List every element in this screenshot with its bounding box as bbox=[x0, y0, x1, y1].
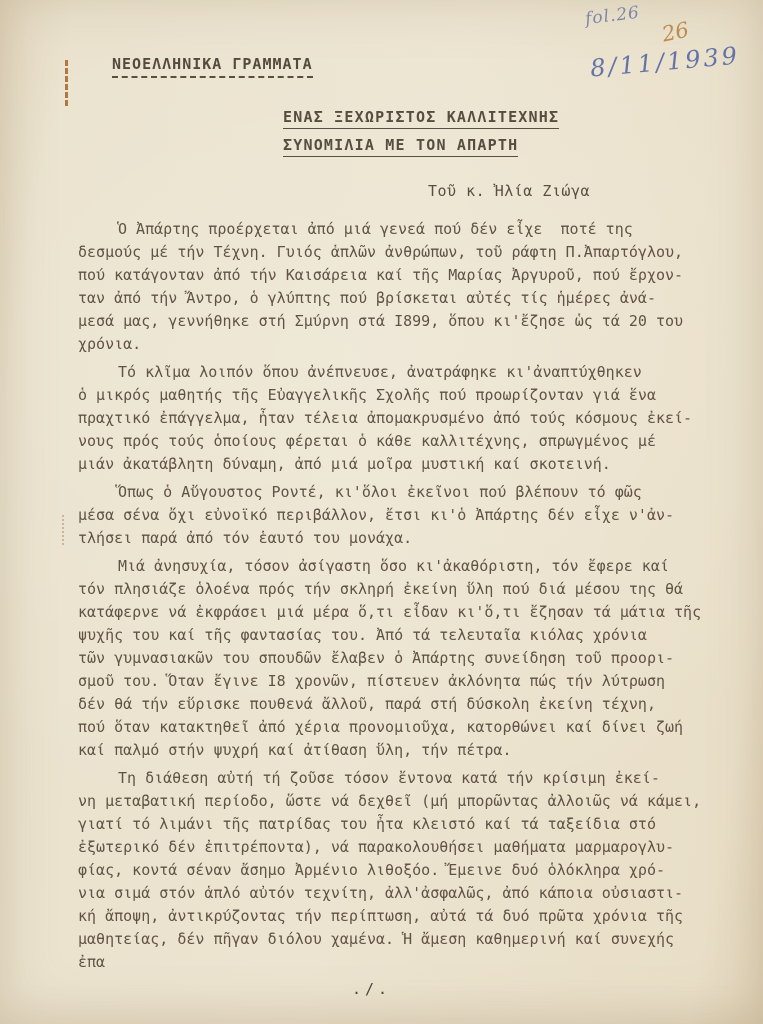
date-annotation: 8/11/1939 bbox=[589, 41, 741, 83]
text-line: φίας, κοντά σέναν ἄσημο Ἀρμένιο λιθοξόο. Ἔμεινε δυό ὁλόκληρα χρό- bbox=[78, 861, 665, 879]
text-line: κατάφερνε νά ἐκφράσει μιά μέρα ὅ,τι εἶδαν κι'ὅ,τι ἔζησαν τά μάτια τῆς bbox=[78, 603, 702, 621]
margin-faint-dots bbox=[62, 515, 68, 545]
text-line: Τό κλῖμα λοιπόν ὅπου ἀνέπνευσε, ἀνατράφηκε κι'ἀναπτύχθηκεν bbox=[118, 363, 642, 381]
text-line: πού ὅταν κατακτηθεῖ ἀπό χέρια προνομιοῦχα, κατορθώνει καί δίνει ζωή bbox=[78, 718, 684, 736]
text-line: κή ἄποψη, ἀντικρύζοντας τήν περίπτωση, αὐτά τά δυό πρῶτα χρόνια τῆς bbox=[78, 907, 684, 925]
text-line: μιάν ἀκατάβλητη δύναμη, ἀπό μιά μοῖρα μυστική καί σκοτεινή. bbox=[78, 455, 611, 473]
publication-title: ΝΕΟΕΛΛΗΝΙΚΑ ΓΡΑΜΜΑΤΑ bbox=[112, 55, 313, 78]
text-line: δέν θά τήν εὕρισκε πουθενά ἄλλοῦ, παρά στή δύσκολη ἐκείνη τέχνη, bbox=[78, 695, 656, 713]
continuation-mark: ./. bbox=[352, 980, 392, 998]
paragraph bbox=[78, 476, 718, 550]
text-line: δεσμούς μέ τήν Τέχνη. Γυιός ἁπλῶν ἀνθρώπων, τοῦ ράφτη Π.Ἀπαρτόγλου, bbox=[78, 243, 684, 261]
text-line: καί παλμό στήν ψυχρή καί ἀτίθαση ὕλη, τήν πέτρα. bbox=[78, 741, 512, 759]
text-line: σμοῦ του. Ὅταν ἔγινε I8 χρονῶν, πίστευεν ἀκλόνητα πώς τήν λύτρωση bbox=[78, 672, 665, 690]
article-byline: Τοῦ κ. Ἠλία Ζιώγα bbox=[428, 182, 591, 200]
article-subtitle: ΣΥΝΟΜΙΛΙΑ ΜΕ ΤΟΝ ΑΠΑΡΤΗ bbox=[283, 136, 518, 157]
text-line: ταν ἀπό τήν Ἄντρο, ὁ γλύπτης πού βρίσκεται αὐτές τίς ἡμέρες ἀνά- bbox=[78, 289, 656, 307]
text-line: τόν πλησιάζε ὁλοένα πρός τήν σκληρή ἐκείνη ὕλη πού διά μέσου της θά bbox=[78, 580, 684, 598]
text-line: Ὁ Ἀπάρτης προέρχεται ἀπό μιά γενεά πού δέν εἶχε ποτέ της bbox=[118, 220, 633, 238]
folio-annotation: fol.26 bbox=[583, 2, 642, 30]
paragraph bbox=[78, 550, 718, 762]
text-line: ἐξωτερικό δέν ἐπιτρέποντα), νά παρακολουθήσει μαθήματα μαρμαρογλυ- bbox=[78, 838, 675, 856]
text-line: μέσα σένα ὄχι εὐνοϊκό περιβάλλον, ἔτσι κι'ὁ Ἀπάρτης δέν εἶχε ν'ἀν- bbox=[78, 506, 675, 524]
margin-tick-mark bbox=[65, 60, 68, 106]
page-number-annotation: 26 bbox=[659, 17, 691, 47]
text-line: πραχτικό ἐπάγγελμα, ἦταν τέλεια ἀπομακρυσμένο ἀπό τούς κόσμους ἐκεί- bbox=[78, 409, 693, 427]
text-line: ψυχῆς του καί τῆς φαντασίας του. Ἀπό τά τελευταῖα κιόλας χρόνια bbox=[78, 626, 647, 644]
text-line: πού κατάγονταν ἀπό τήν Καισάρεια καί τῆς Μαρίας Ἀργυροῦ, πού ἔρχον- bbox=[78, 266, 684, 284]
text-line: Ὅπως ὁ Αὔγουστος Ροντέ, κι'ὅλοι ἐκεῖνοι πού βλέπουν τό φῶς bbox=[118, 483, 642, 501]
article-title: ΕΝΑΣ ΞΕΧΩΡΙΣΤΟΣ ΚΑΛΛΙΤΕΧΝΗΣ bbox=[283, 108, 559, 129]
text-line: γιατί τό λιμάνι τῆς πατρίδας του ἦτα κλειστό καί τά ταξείδια στό bbox=[78, 815, 656, 833]
paragraph bbox=[78, 356, 718, 476]
text-line: τλήσει παρά ἀπό τόν ἑαυτό του μονάχα. bbox=[78, 529, 413, 547]
paragraph bbox=[78, 218, 718, 356]
text-line: νη μεταβατική περίοδο, ὥστε νά δεχθεῖ (μή μπορῶντας ἀλλοιῶς νά κάμει, bbox=[78, 792, 702, 810]
text-line: χρόνια. bbox=[78, 335, 142, 353]
text-line: νια σιμά στόν ἁπλό αὐτόν τεχνίτη, ἀλλ'ἀσφαλῶς, ἀπό κάποια οὐσιαστι- bbox=[78, 884, 684, 902]
article-body bbox=[78, 218, 718, 974]
paragraph bbox=[78, 762, 718, 974]
text-line: Μιά ἀνησυχία, τόσον ἀσίγαστη ὅσο κι'ἀκαθόριστη, τόν ἔφερε καί bbox=[118, 557, 669, 575]
text-line: νους πρός τούς ὁποίους φέρεται ὁ κάθε καλλιτέχνης, σπρωγμένος μέ bbox=[78, 432, 656, 450]
text-line: ἐπα bbox=[78, 953, 106, 971]
text-line: Τη διάθεση αὐτή τή ζοῦσε τόσον ἔντονα κατά τήν κρίσιμη ἐκεί- bbox=[118, 769, 660, 787]
text-line: μαθητείας, δέν πῆγαν διόλου χαμένα. Ἡ ἄμεση καθημερινή καί συνεχής bbox=[78, 930, 675, 948]
text-line: ὁ μικρός μαθητής τῆς Εὐαγγελικῆς Σχολῆς πού προωρίζονταν γιά ἕνα bbox=[78, 386, 656, 404]
text-line: μεσά μας, γεννήθηκε στή Σμύρνη στά I899, ὅπου κι'ἔζησε ὡς τά 20 του bbox=[78, 312, 684, 330]
text-line: τῶν γυμνασιακῶν του σπουδῶν ἔλαβεν ὁ Ἀπάρτης συνείδηση τοῦ προορι- bbox=[78, 649, 675, 667]
